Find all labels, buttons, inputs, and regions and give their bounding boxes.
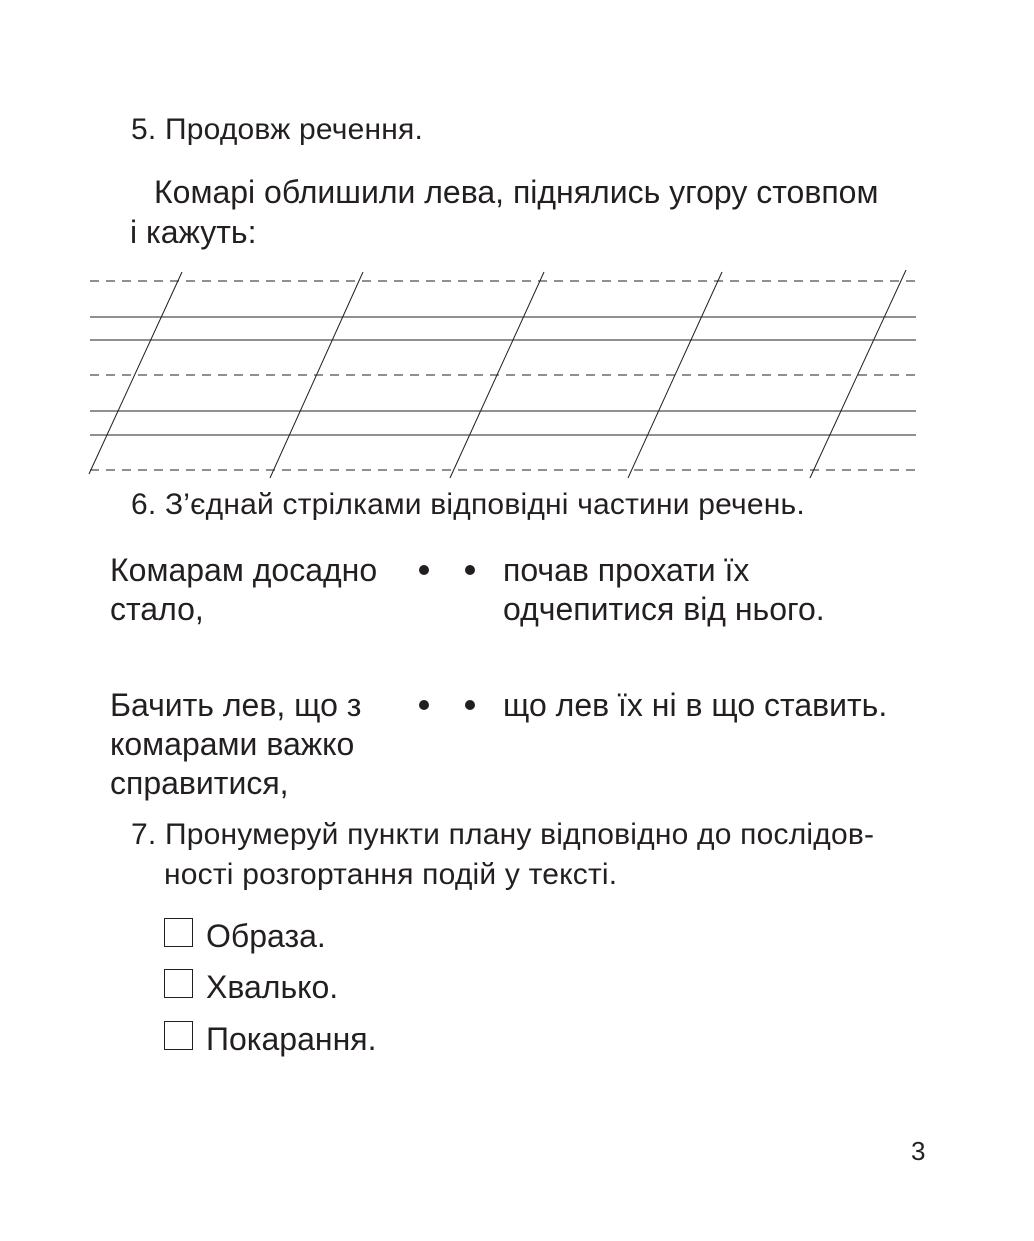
plan-item-3: Покарання. [206, 1021, 377, 1057]
match-dot-left-2[interactable] [419, 700, 429, 710]
match-dot-right-2[interactable] [465, 700, 475, 710]
left-part-1: Комарам досадно стало, [110, 552, 378, 627]
task7-title-line2: ності розгортання подій у тексті. [164, 858, 618, 891]
right-part-2: що лев їх ні в що ставить. [503, 687, 888, 723]
plan-item-checkbox-3[interactable] [164, 1021, 193, 1050]
task6-title: 6. З’єднай стрілками відповідні частини речень. [131, 488, 805, 521]
slant-line [89, 272, 182, 474]
page-number: 3 [911, 1136, 926, 1166]
plan-item-1: Образа. [206, 918, 326, 954]
match-dot-left-1[interactable] [419, 565, 429, 575]
slant-line [810, 270, 906, 478]
right-part-1: почав прохати їх одчепитися від нього. [503, 552, 825, 627]
handwriting-lines[interactable] [0, 0, 1034, 480]
plan-item-2: Хвалько. [206, 969, 339, 1005]
task5-title: 5. Продовж речення. [131, 113, 424, 146]
task5-text-line1: Комарі облишили лева, піднялись угору стовпом [154, 174, 879, 210]
task7-title-line1: 7. Пронумеруй пункти плану відповідно до послідов- [131, 818, 875, 851]
plan-item-checkbox-1[interactable] [164, 918, 193, 947]
plan-item-checkbox-2[interactable] [164, 969, 193, 998]
task5-text-line2: і кажуть: [130, 214, 257, 250]
match-dot-right-1[interactable] [465, 565, 475, 575]
left-part-2: Бачить лев, що з комарами важко справитися, [110, 687, 362, 801]
